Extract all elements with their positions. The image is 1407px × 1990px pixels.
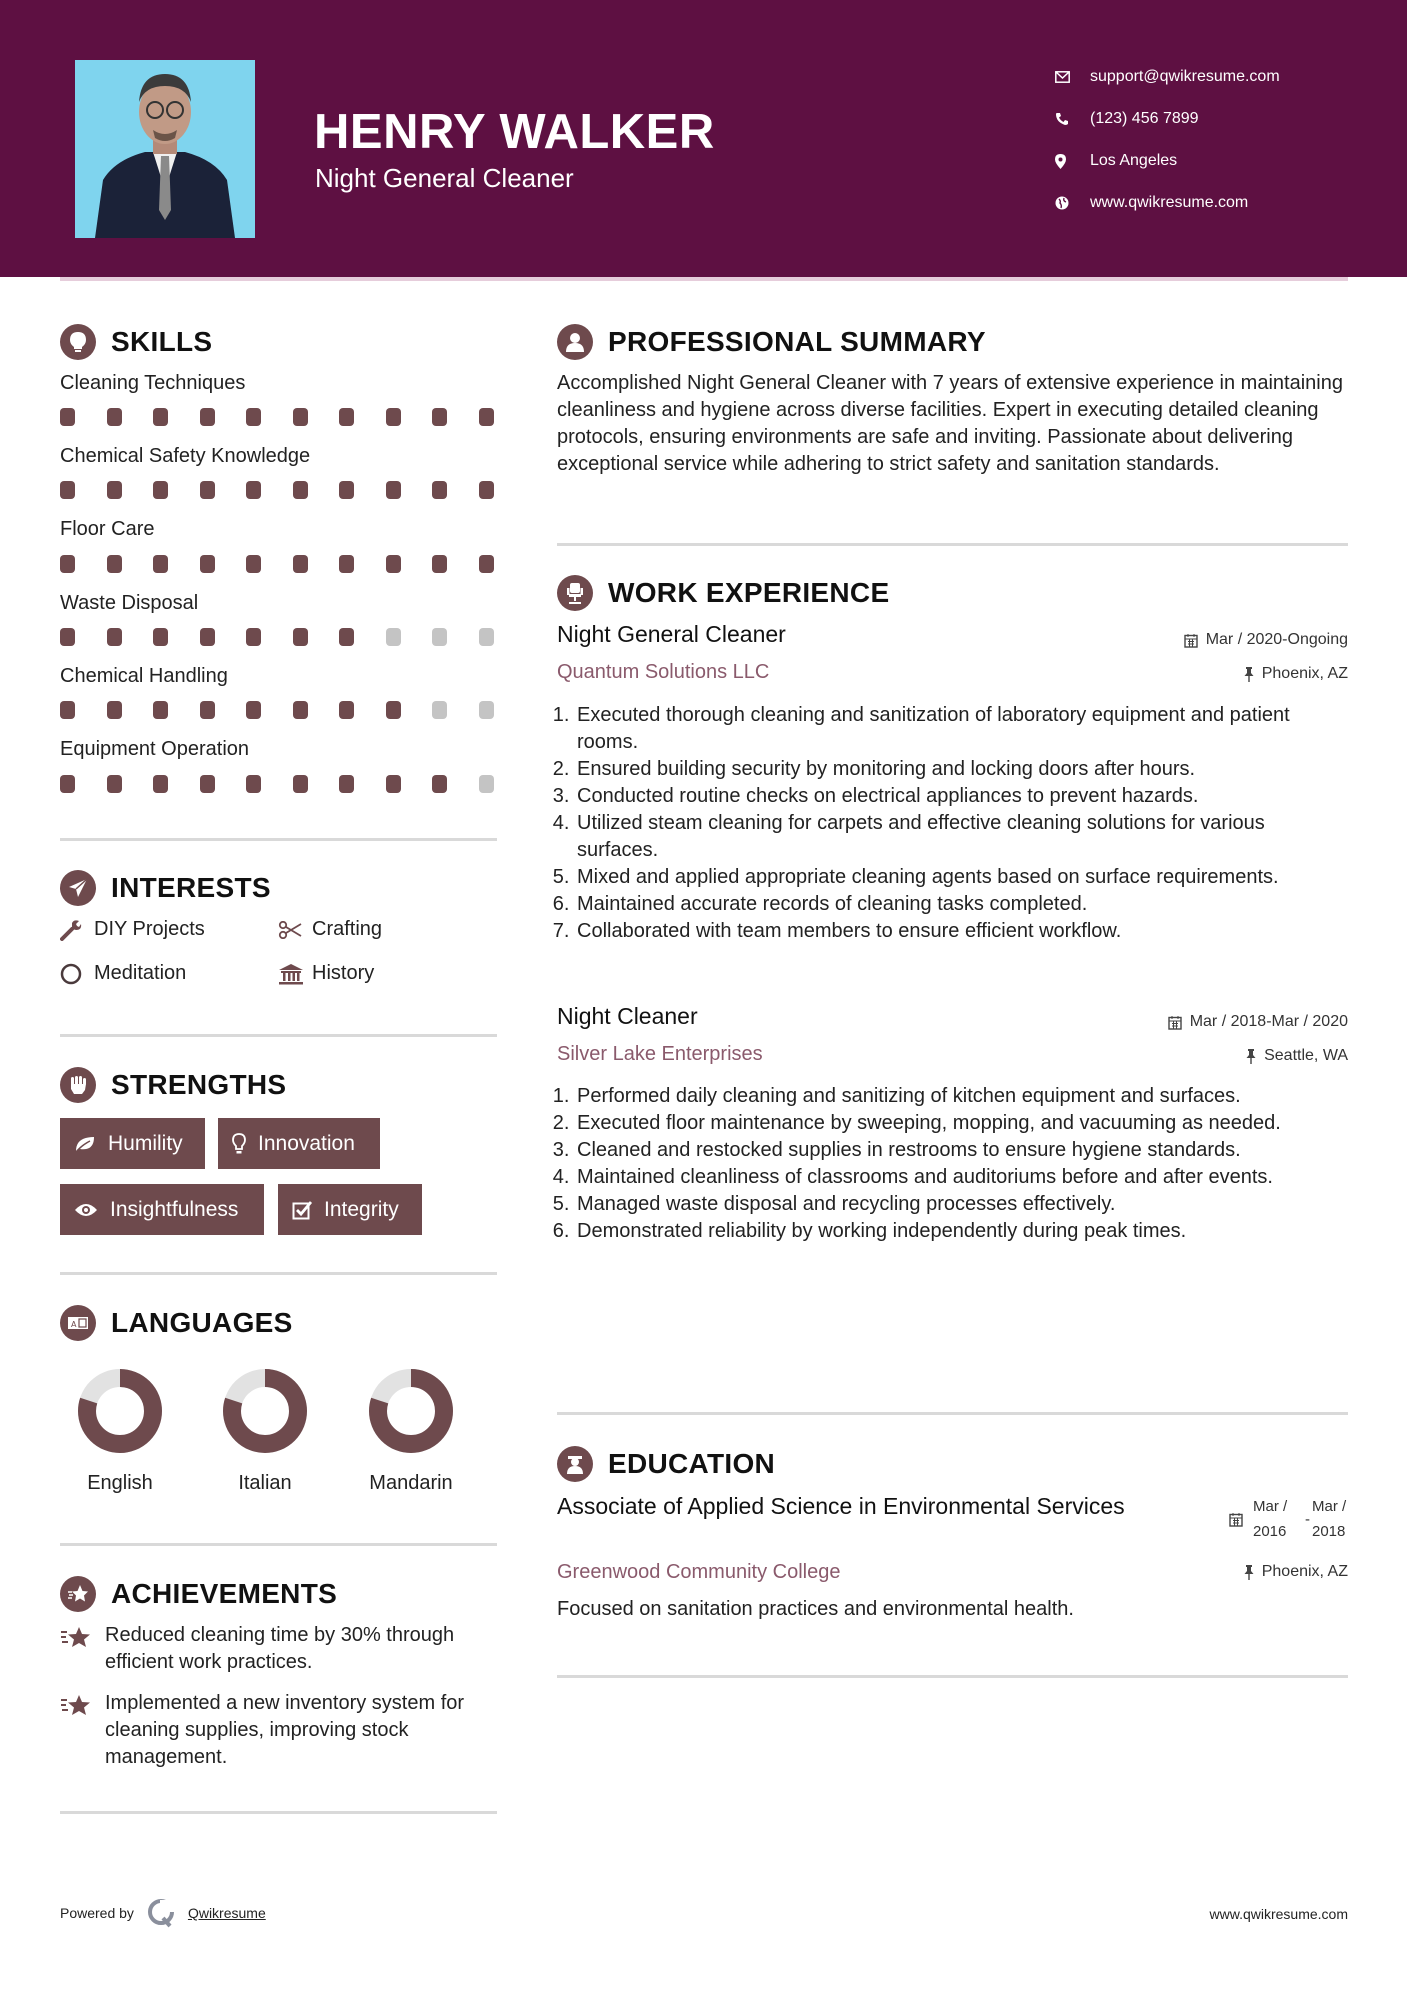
job-role: Night Cleaner <box>557 1003 698 1029</box>
skill-dot-filled <box>339 628 354 646</box>
skill-dot-filled <box>107 481 122 499</box>
skill-label: Waste Disposal <box>60 592 199 614</box>
education-location-text: Phoenix, AZ <box>1261 1563 1348 1580</box>
skill-dot-empty <box>432 628 447 646</box>
skill-dot-filled <box>107 408 122 426</box>
summary-text: Accomplished Night General Cleaner with 7 years of extensive experience in maintaining cleanliness and hygiene across diverse facilities. Expert in executing detailed cleaning protocols, ensuring environments are safe and inviting. Passionate about delivering exceptional service while adhering to strict safety and sanitation standards. <box>557 372 1343 475</box>
contact-website[interactable] <box>1055 182 1280 224</box>
skill-dot-filled <box>432 775 447 793</box>
education-dates <box>1229 1494 1348 1544</box>
skill-dot-filled <box>339 408 354 426</box>
interests-heading <box>60 870 271 906</box>
skill-dot-filled <box>200 775 215 793</box>
job-location <box>1246 1047 1348 1065</box>
job-dates <box>1184 631 1348 649</box>
interest-item <box>60 918 205 941</box>
achievement-item <box>60 1622 480 1676</box>
languages-title: LANGUAGES <box>111 1307 293 1338</box>
education-title: EDUCATION <box>608 1448 776 1479</box>
interest-label: Crafting <box>312 918 383 940</box>
pushpin-icon <box>1244 667 1254 682</box>
section-divider <box>60 838 497 841</box>
achievement-item <box>60 1690 480 1771</box>
museum-icon <box>278 963 312 985</box>
skill-dot-filled <box>339 481 354 499</box>
contact-location <box>1055 140 1280 182</box>
skills-title: SKILLS <box>111 326 213 357</box>
strength-tag <box>60 1118 205 1169</box>
achievements-title: ACHIEVEMENTS <box>111 1578 338 1609</box>
wrench-icon <box>60 919 94 941</box>
skill-rating <box>60 555 494 573</box>
language-proficiency-donut <box>77 1368 163 1454</box>
map-marker-icon <box>1055 154 1090 169</box>
contact-email-text: support@qwikresume.com <box>1090 68 1280 85</box>
skill-dot-filled <box>246 481 261 499</box>
lightbulb-icon <box>232 1133 246 1155</box>
job-location-text: Seattle, WA <box>1264 1047 1348 1064</box>
user-icon <box>557 324 593 360</box>
job-bullet: 6. Demonstrated reliability by working independently during peak times. <box>575 1218 1348 1245</box>
skill-dot-filled <box>432 555 447 573</box>
skill-dot-filled <box>432 408 447 426</box>
language-item <box>65 1368 175 1495</box>
skill-dot-filled <box>339 775 354 793</box>
phone-icon <box>1055 112 1090 126</box>
circle-icon <box>60 963 94 985</box>
section-divider <box>60 1272 497 1275</box>
skill-dot-filled <box>107 701 122 719</box>
education-description: Focused on sanitation practices and environmental health. <box>557 1598 1074 1620</box>
education-start-year: 2016 <box>1253 1523 1287 1540</box>
skill-dot-filled <box>479 555 494 573</box>
skill-dot-filled <box>386 555 401 573</box>
skill-rating <box>60 701 494 719</box>
skill-dot-filled <box>432 481 447 499</box>
language-icon <box>60 1305 96 1341</box>
job-dates-text: Mar / 2018-Mar / 2020 <box>1189 1013 1348 1030</box>
qwikresume-logo-icon <box>146 1898 176 1928</box>
language-proficiency-donut <box>368 1368 454 1454</box>
globe-icon <box>1055 196 1090 210</box>
job-bullet: 5. Mixed and applied appropriate cleaning agents based on surface requirements. <box>575 864 1348 891</box>
skill-dot-empty <box>386 628 401 646</box>
graduate-icon <box>557 1446 593 1482</box>
job-company: Silver Lake Enterprises <box>557 1043 763 1065</box>
skill-dot-filled <box>479 481 494 499</box>
profile-photo <box>75 60 255 238</box>
skill-dot-filled <box>200 481 215 499</box>
skill-dot-filled <box>153 408 168 426</box>
education-start-month: Mar / <box>1253 1498 1288 1515</box>
person-photo-illustration <box>75 60 255 238</box>
language-item <box>356 1368 466 1495</box>
skill-dot-filled <box>386 775 401 793</box>
section-divider <box>557 1675 1348 1678</box>
skill-dot-filled <box>386 701 401 719</box>
skill-dot-filled <box>60 481 75 499</box>
calendar-icon <box>1229 1512 1243 1527</box>
skill-dot-filled <box>153 775 168 793</box>
section-divider <box>557 1412 1348 1415</box>
degree-title: Associate of Applied Science in Environmental Services <box>557 1493 1125 1519</box>
job-bullet: 5. Managed waste disposal and recycling processes effectively. <box>575 1191 1348 1218</box>
summary-heading <box>557 324 986 360</box>
contact-phone[interactable] <box>1055 98 1280 140</box>
pushpin-icon <box>1244 1565 1254 1580</box>
pushpin-icon <box>1246 1049 1256 1064</box>
job-company: Quantum Solutions LLC <box>557 661 770 683</box>
skill-dot-filled <box>60 628 75 646</box>
strength-label: Innovation <box>258 1131 355 1155</box>
skill-label: Chemical Handling <box>60 665 228 687</box>
language-label: Mandarin <box>369 1472 453 1494</box>
skill-dot-empty <box>432 701 447 719</box>
candidate-name: HENRY WALKER <box>314 105 715 159</box>
interest-label: DIY Projects <box>94 918 205 940</box>
education-location <box>1244 1563 1348 1581</box>
skill-dot-filled <box>386 481 401 499</box>
skill-label: Chemical Safety Knowledge <box>60 445 311 467</box>
contact-phone-text: (123) 456 7899 <box>1090 110 1199 127</box>
checkbox-icon <box>292 1200 312 1220</box>
strength-tag <box>278 1184 422 1235</box>
skill-label: Cleaning Techniques <box>60 372 246 394</box>
skill-dot-filled <box>60 408 75 426</box>
strength-label: Integrity <box>324 1197 399 1221</box>
skill-dot-filled <box>107 628 122 646</box>
skill-dot-empty <box>479 775 494 793</box>
job-bullet: 4. Maintained cleanliness of classrooms and auditoriums before and after events. <box>575 1164 1348 1191</box>
skill-dot-empty <box>479 628 494 646</box>
section-divider <box>60 1034 497 1037</box>
school-name: Greenwood Community College <box>557 1561 841 1583</box>
skill-dot-filled <box>107 775 122 793</box>
office-chair-icon <box>557 575 593 611</box>
skill-dot-filled <box>246 628 261 646</box>
skill-dot-filled <box>200 628 215 646</box>
strength-label: Insightfulness <box>110 1197 239 1221</box>
qwikresume-link[interactable]: Qwikresume <box>187 1905 266 1921</box>
job-dates <box>1168 1013 1348 1031</box>
job-location <box>1244 665 1348 683</box>
skills-heading <box>60 324 212 360</box>
section-divider <box>60 1543 497 1546</box>
language-item <box>210 1368 320 1495</box>
date-separator: - <box>1305 1510 1310 1528</box>
language-label: Italian <box>238 1472 292 1494</box>
skill-dot-filled <box>200 555 215 573</box>
skill-dot-filled <box>153 555 168 573</box>
skill-dot-filled <box>200 701 215 719</box>
scissors-icon <box>278 921 312 939</box>
section-divider <box>557 543 1348 546</box>
footer-powered-by <box>60 1898 266 1928</box>
skill-dot-filled <box>107 555 122 573</box>
job-bullet: 1. Executed thorough cleaning and sanitization of laboratory equipment and patient rooms. <box>575 702 1348 756</box>
strength-tag <box>218 1118 380 1169</box>
skill-rating <box>60 628 494 646</box>
experience-title: WORK EXPERIENCE <box>608 577 890 608</box>
skill-dot-filled <box>153 628 168 646</box>
skill-dot-filled <box>246 775 261 793</box>
job-bullet: 3. Cleaned and restocked supplies in restrooms to ensure hygiene standards. <box>575 1137 1348 1164</box>
achievement-text: Implemented a new inventory system for cleaning supplies, improving stock management. <box>105 1692 465 1768</box>
contact-list <box>1055 56 1280 224</box>
education-heading <box>557 1446 775 1482</box>
resume-header <box>0 0 1407 277</box>
skill-label: Floor Care <box>60 518 155 540</box>
calendar-icon <box>1184 633 1198 648</box>
skill-dot-filled <box>153 701 168 719</box>
powered-by-label: Powered by <box>60 1905 134 1921</box>
interest-item <box>278 962 374 985</box>
job-bullet: 4. Utilized steam cleaning for carpets and effective cleaning solutions for various surfaces. <box>575 810 1348 864</box>
shooting-star-icon <box>60 1622 105 1676</box>
skill-dot-filled <box>60 775 75 793</box>
lightbulb-icon <box>60 324 96 360</box>
education-end-year: 2018 <box>1312 1523 1346 1540</box>
interests-title: INTERESTS <box>111 872 271 903</box>
skill-dot-filled <box>293 701 308 719</box>
achievement-text: Reduced cleaning time by 30% through efficient work practices. <box>105 1624 455 1673</box>
fist-icon <box>60 1067 96 1103</box>
job-bullets <box>557 702 1348 945</box>
strength-label: Humility <box>108 1131 183 1155</box>
strength-tag <box>60 1184 264 1235</box>
job-bullet: 2. Ensured building security by monitoring and locking doors after hours. <box>575 756 1348 783</box>
skill-dot-filled <box>60 555 75 573</box>
job-bullet: 7. Collaborated with team members to ensure efficient workflow. <box>575 918 1348 945</box>
leaf-icon <box>74 1135 96 1153</box>
skill-dot-filled <box>293 408 308 426</box>
education-end-month: Mar / <box>1312 1498 1347 1515</box>
job-role: Night General Cleaner <box>557 621 786 647</box>
strengths-title: STRENGTHS <box>111 1069 287 1100</box>
job-dates-text: Mar / 2020-Ongoing <box>1205 631 1348 648</box>
languages-heading <box>60 1305 293 1341</box>
job-bullet: 3. Conducted routine checks on electrical appliances to prevent hazards. <box>575 783 1348 810</box>
skill-dot-filled <box>293 481 308 499</box>
interest-item <box>278 918 382 941</box>
skill-dot-filled <box>339 555 354 573</box>
skill-dot-filled <box>293 775 308 793</box>
skill-dot-filled <box>339 701 354 719</box>
interest-item <box>60 962 186 985</box>
skill-label: Equipment Operation <box>60 738 250 760</box>
experience-heading <box>557 575 889 611</box>
skill-rating <box>60 481 494 499</box>
job-bullet: 2. Executed floor maintenance by sweeping, mopping, and vacuuming as needed. <box>575 1110 1348 1137</box>
skill-dot-filled <box>153 481 168 499</box>
summary-title: PROFESSIONAL SUMMARY <box>608 326 986 357</box>
skill-rating <box>60 408 494 426</box>
contact-location-text: Los Angeles <box>1090 152 1178 169</box>
job-bullet: 1. Performed daily cleaning and sanitizing of kitchen equipment and surfaces. <box>575 1083 1348 1110</box>
skill-dot-filled <box>293 555 308 573</box>
shooting-star-icon <box>60 1690 105 1771</box>
skill-dot-filled <box>246 701 261 719</box>
job-location-text: Phoenix, AZ <box>1261 665 1348 682</box>
contact-email[interactable] <box>1055 56 1280 98</box>
footer-website[interactable]: www.qwikresume.com <box>1209 1906 1348 1922</box>
skill-dot-filled <box>246 555 261 573</box>
skill-rating <box>60 775 494 793</box>
star-badge-icon <box>60 1576 96 1612</box>
candidate-title: Night General Cleaner <box>315 163 574 193</box>
skill-dot-filled <box>386 408 401 426</box>
job-bullets <box>557 1083 1348 1245</box>
section-divider <box>60 1811 497 1814</box>
language-label: English <box>87 1472 153 1494</box>
language-proficiency-donut <box>222 1368 308 1454</box>
interest-label: History <box>312 962 375 984</box>
contact-website-text: www.qwikresume.com <box>1090 194 1249 211</box>
eye-icon <box>74 1202 98 1218</box>
job-bullet: 6. Maintained accurate records of cleaning tasks completed. <box>575 891 1348 918</box>
achievements-heading <box>60 1576 337 1612</box>
skill-dot-filled <box>200 408 215 426</box>
paper-plane-icon <box>60 870 96 906</box>
strengths-heading <box>60 1067 286 1103</box>
skill-dot-filled <box>60 701 75 719</box>
calendar-icon <box>1168 1015 1182 1030</box>
header-accent-band <box>60 277 1348 281</box>
interest-label: Meditation <box>94 962 187 984</box>
skill-dot-filled <box>246 408 261 426</box>
skill-dot-empty <box>479 701 494 719</box>
skill-dot-filled <box>293 628 308 646</box>
envelope-icon <box>1055 71 1090 83</box>
svg-text:A: A <box>71 1320 77 1329</box>
skill-dot-filled <box>479 408 494 426</box>
